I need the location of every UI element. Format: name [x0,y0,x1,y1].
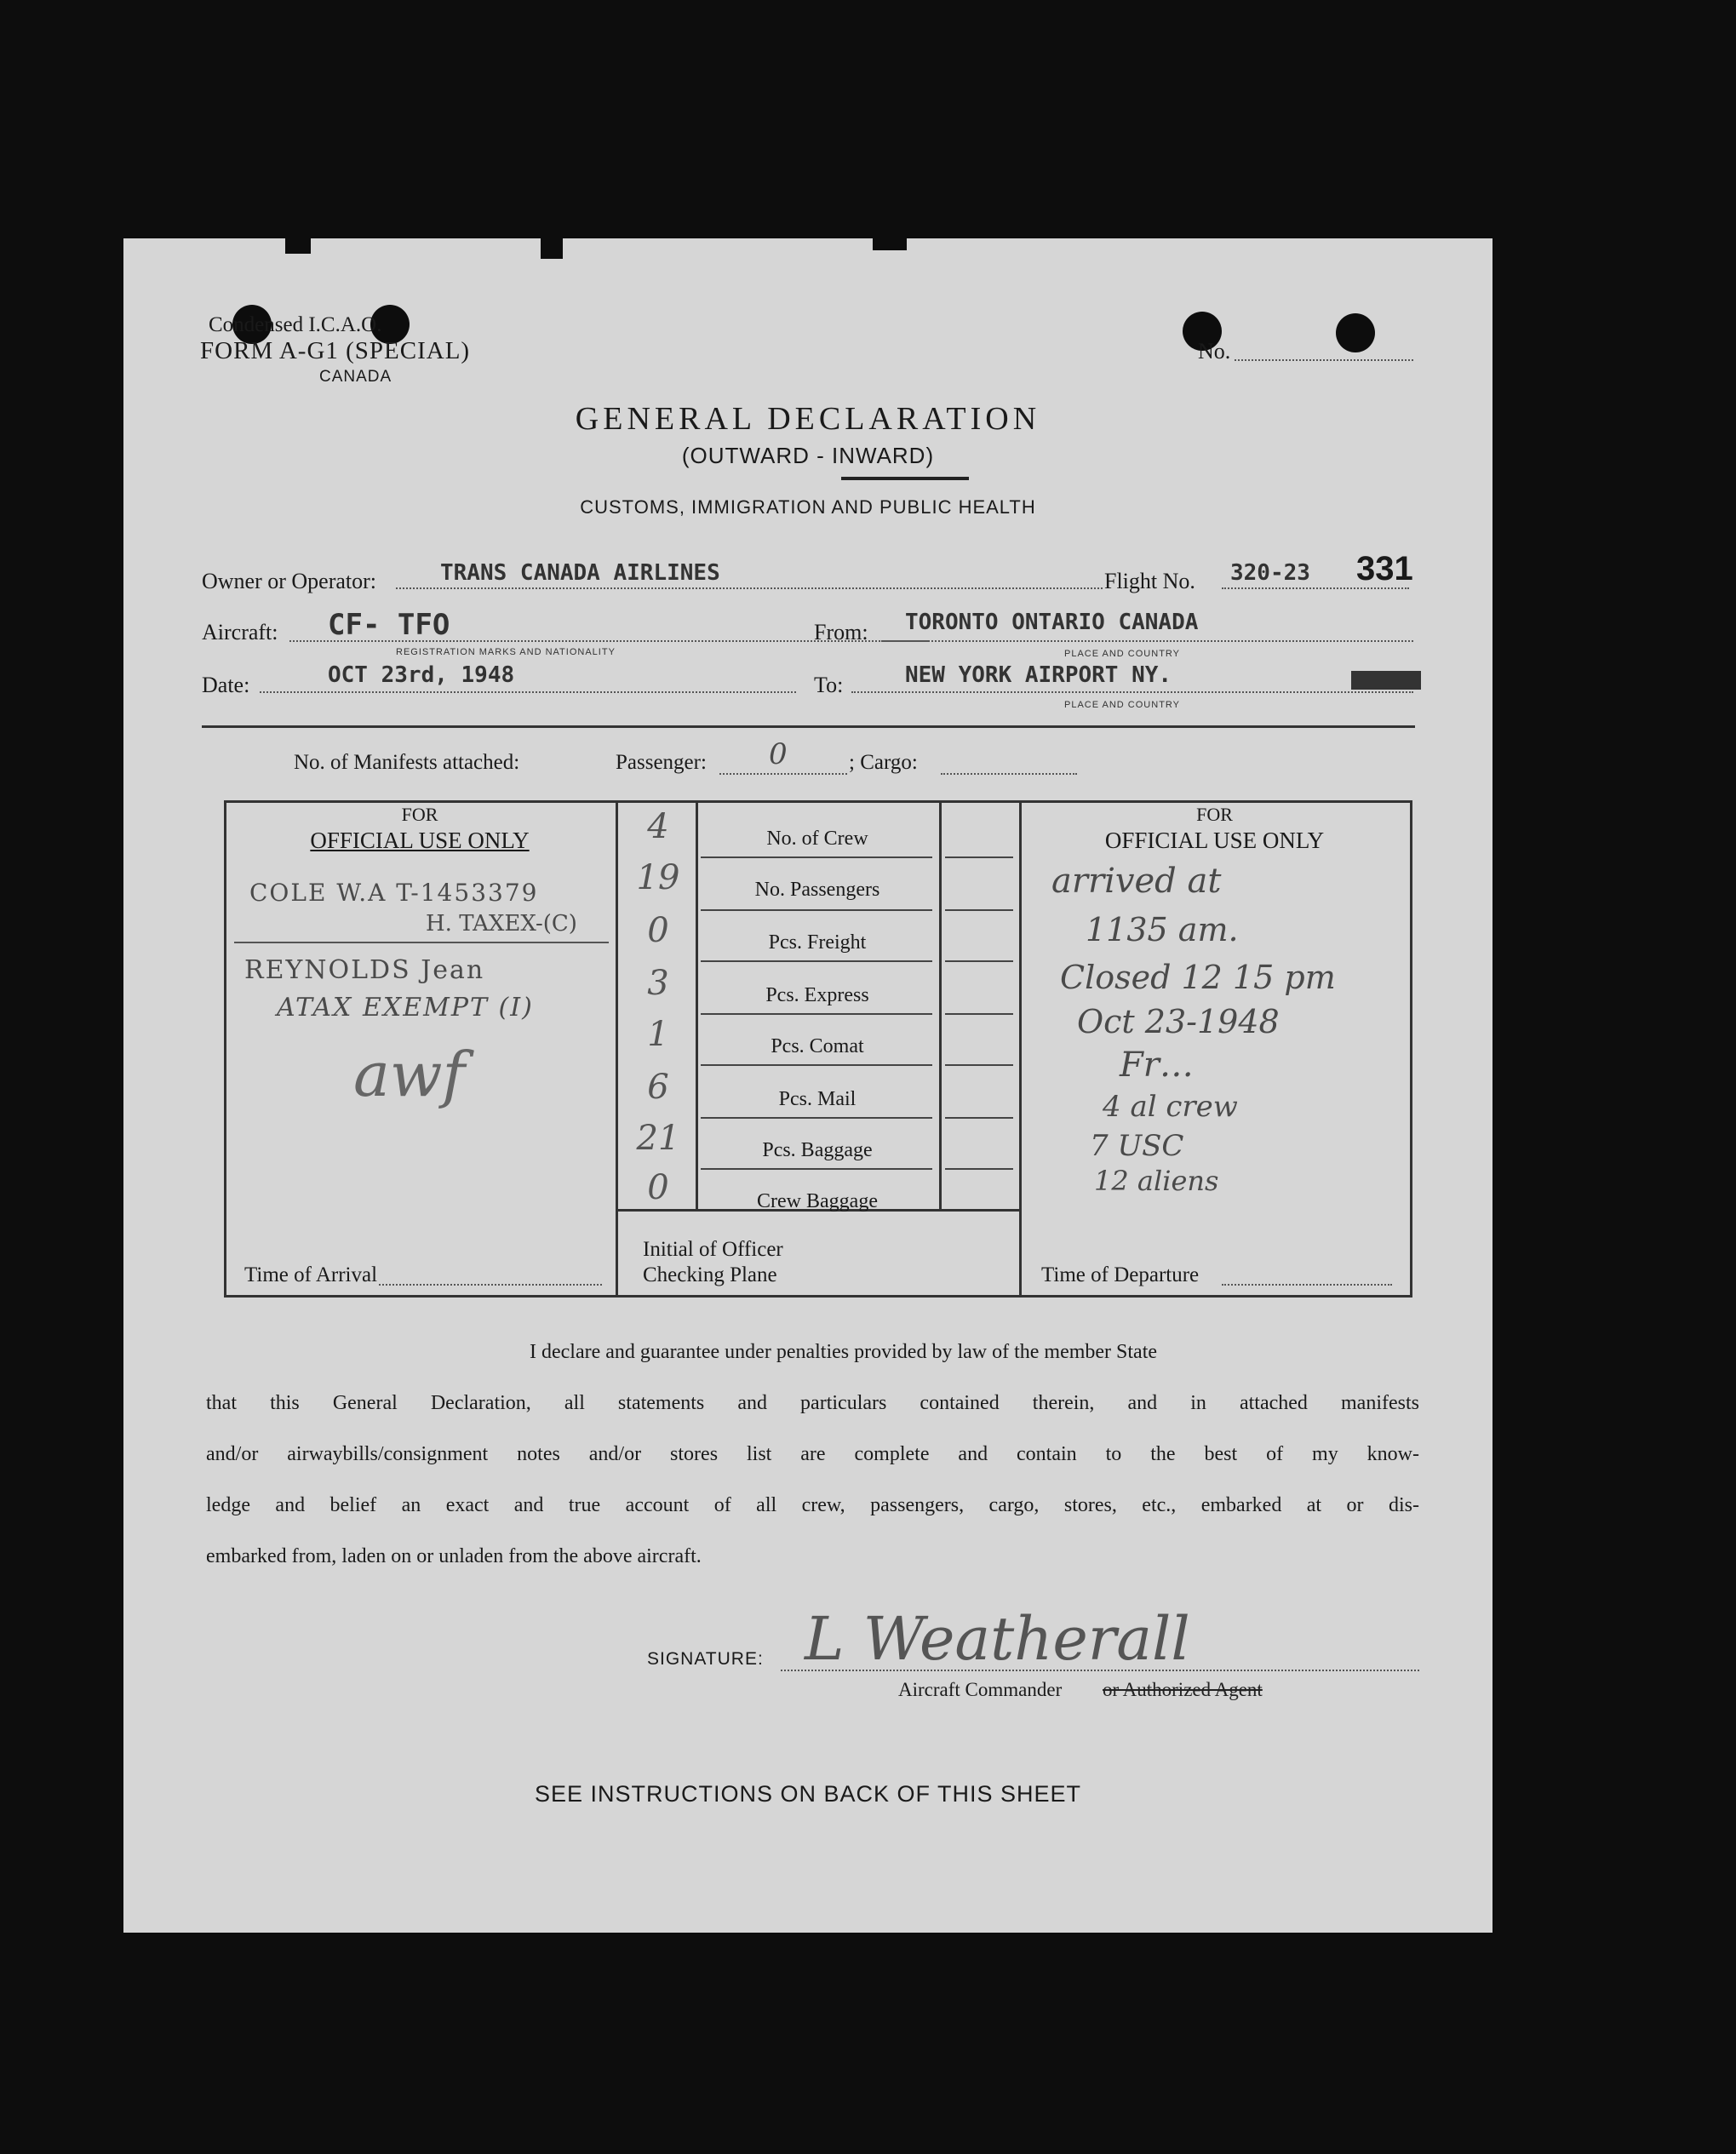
aircraft-caption: REGISTRATION MARKS AND NATIONALITY [396,647,616,657]
ink-blot [1351,671,1421,690]
signature-role: Aircraft Commander [898,1679,1063,1700]
row-value-passengers: 19 [636,858,680,897]
from-label: From: [814,620,868,644]
row-line [701,1168,932,1170]
from-caption: PLACE AND COUNTRY [1064,649,1180,659]
row-value-freight: 0 [647,911,669,950]
left-note-2: H. TAXEX-(C) [426,911,577,937]
declaration-line-4: ledge and belief an exact and true account of all crew, passengers, cargo, stores, etc., embarked at or dis- [206,1494,1419,1516]
table-divider-3 [939,800,942,1209]
right-note-7: 7 USC [1090,1129,1184,1163]
table-divider-4 [1019,800,1022,1295]
row-label-comat: Pcs. Comat [771,1035,864,1057]
time-of-arrival-label: Time of Arrival [244,1263,378,1286]
form-header-line3: CANADA [319,368,392,386]
cargo-label: ; Cargo: [849,751,918,774]
footer-instructions: SEE INSTRUCTIONS ON BACK OF THIS SHEET [534,1781,1082,1807]
date-value: OCT 23rd, 1948 [328,662,515,688]
flight-label: Flight No. [1104,569,1195,593]
inward-underline [841,477,969,480]
row-line [701,856,932,858]
form-no-line [1235,359,1413,361]
owner-line [396,587,1103,589]
to-label: To: [814,673,844,697]
initial-officer-label-2: Checking Plane [643,1263,777,1286]
row-line [701,909,932,911]
time-of-arrival-line [379,1284,602,1286]
row-value-express: 3 [647,964,669,1003]
row-label-mail: Pcs. Mail [778,1088,857,1110]
date-line [260,691,796,693]
declaration-sheet [123,238,1493,1933]
row-line [945,1013,1013,1015]
row-label-passengers: No. Passengers [754,879,880,901]
left-note-5: awf [353,1039,466,1110]
form-no-label: No. [1198,339,1231,364]
cargo-line [941,773,1077,775]
row-label-express: Pcs. Express [765,984,869,1006]
row-value-mail: 6 [647,1068,669,1107]
right-header-2: OFFICIAL USE ONLY [1104,828,1325,853]
owner-value: TRANS CANADA AIRLINES [440,560,720,586]
title-main: GENERAL DECLARATION [575,401,1041,437]
right-note-5: Fr… [1120,1045,1194,1085]
left-note-3: REYNOLDS Jean [244,955,485,985]
right-note-2: 1135 am. [1086,911,1239,948]
time-of-departure-line [1222,1284,1392,1286]
left-note-rule [234,942,609,943]
declaration-line-3: and/or airwaybills/consignment notes and/or stores list are complete and contain to the best of my know- [206,1443,1419,1465]
form-header-line2: FORM A-G1 (SPECIAL) [200,337,471,364]
row-value-crew-baggage: 0 [647,1168,669,1207]
signature-struck-text: or Authorized Agent [1103,1679,1263,1700]
right-note-8: 12 aliens [1094,1165,1219,1197]
row-line [945,960,1013,962]
flight-stamp: 331 [1356,550,1413,587]
row-line [701,960,932,962]
right-note-6: 4 al crew [1103,1090,1238,1124]
time-of-departure-label: Time of Departure [1041,1263,1200,1286]
row-label-freight: Pcs. Freight [768,931,867,954]
row-line [945,1117,1013,1119]
row-line [945,856,1013,858]
aircraft-label: Aircraft: [202,620,278,644]
left-header-2: OFFICIAL USE ONLY [310,828,530,853]
title-services: CUSTOMS, IMMIGRATION AND PUBLIC HEALTH [580,496,1036,518]
row-line [945,1064,1013,1066]
torn-edge-mark [541,238,563,259]
left-note-4: ATAX EXEMPT (I) [277,993,534,1023]
signature-line [781,1670,1419,1671]
passenger-value: 0 [769,737,788,771]
row-line [701,1117,932,1119]
left-header-1: FOR [401,804,438,825]
from-line [881,640,1413,642]
left-note-1: COLE W.A T-1453379 [249,879,539,907]
signature-label: SIGNATURE: [647,1649,764,1669]
to-line [851,691,1413,693]
declaration-line-1: I declare and guarantee under penalties provided by law of the member State [530,1341,1158,1363]
row-line [945,1168,1013,1170]
owner-label: Owner or Operator: [202,569,377,593]
header-rule [202,725,1415,728]
right-note-4: Oct 23-1948 [1077,1003,1280,1040]
right-header-1: FOR [1196,804,1233,825]
initial-officer-label-1: Initial of Officer [643,1238,783,1261]
row-value-crew: 4 [647,807,669,846]
passenger-label: Passenger: [616,751,707,774]
row-line [701,1064,932,1066]
right-note-3: Closed 12 15 pm [1060,959,1336,996]
row-value-baggage: 21 [636,1119,680,1158]
row-label-crew-baggage: Crew Baggage [757,1190,878,1212]
right-note-1: arrived at [1051,862,1222,901]
flight-value: 320-23 [1230,560,1310,586]
manifests-label: No. of Manifests attached: [294,751,520,774]
from-value: TORONTO ONTARIO CANADA [905,610,1199,635]
row-label-crew: No. of Crew [766,828,868,850]
passenger-line [719,773,847,775]
punch-hole-right-2 [1336,313,1375,352]
title-sub: (OUTWARD - INWARD) [681,443,935,468]
to-value: NEW YORK AIRPORT NY. [905,662,1172,688]
row-line [701,1013,932,1015]
torn-edge-mark [873,238,907,250]
date-label: Date: [202,673,250,697]
signature-value: L Weatherall [805,1604,1190,1674]
aircraft-value: CF- TFO [328,608,450,642]
declaration-line-2: that this General Declaration, all statements and particulars contained therein, and in attached manifests [206,1392,1419,1414]
row-value-comat: 1 [647,1015,669,1054]
torn-edge-mark [285,238,311,254]
form-header-line1: Condensed I.C.A.O. [209,313,382,336]
row-label-baggage: Pcs. Baggage [762,1139,873,1161]
to-caption: PLACE AND COUNTRY [1064,700,1180,710]
row-line [945,909,1013,911]
declaration-line-5: embarked from, laden on or unladen from the above aircraft. [206,1545,702,1567]
